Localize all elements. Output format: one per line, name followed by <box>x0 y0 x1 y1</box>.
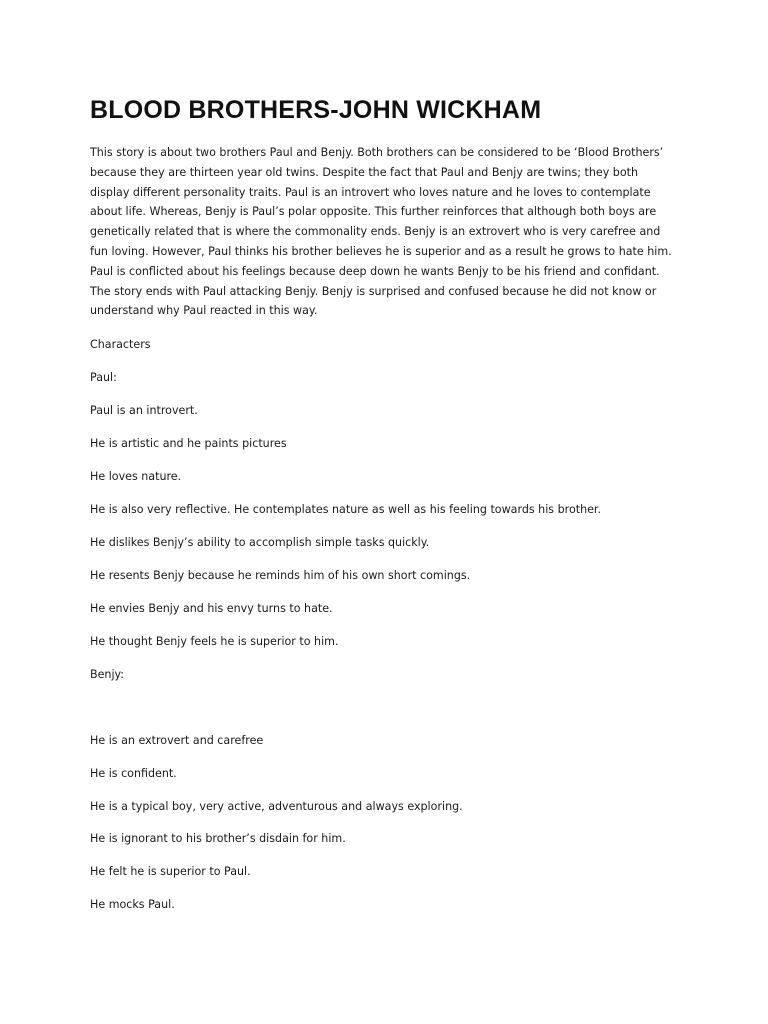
characters-heading: Characters <box>90 338 151 351</box>
paul-trait: Paul is an introvert. <box>90 404 198 417</box>
paul-trait: He is artistic and he paints pictures <box>90 437 287 450</box>
intro-line: This story is about two brothers Paul and Benjy. Both brothers can be considered to be ‘Blood Brothers’ <box>90 146 664 159</box>
intro-line: Paul is conflicted about his feelings because deep down he wants Benjy to be his friend and confidant. <box>90 264 660 278</box>
benjy-trait: He is an extrovert and carefree <box>90 734 264 747</box>
paul-trait: He thought Benjy feels he is superior to him. <box>90 635 339 648</box>
intro-line: understand why Paul reacted in this way. <box>90 304 318 318</box>
paul-trait: He envies Benjy and his envy turns to hate. <box>90 602 333 615</box>
benjy-trait: He is confident. <box>90 767 177 780</box>
paul-heading: Paul: <box>90 371 117 384</box>
intro-line: display different personality traits. Paul is an introvert who loves nature and he loves to contemplate <box>90 185 651 199</box>
paul-trait: He dislikes Benjy’s ability to accomplish simple tasks quickly. <box>90 536 430 549</box>
intro-line: genetically related that is where the commonality ends. Benjy is an extrovert who is very carefree and <box>90 225 661 239</box>
paul-trait: He is also very reflective. He contemplates nature as well as his feeling towards his brother. <box>90 503 602 516</box>
benjy-heading: Benjy: <box>90 668 125 681</box>
intro-line: fun loving. However, Paul thinks his brother believes he is superior and as a result he grows to hate him. <box>90 244 672 258</box>
paul-trait: He resents Benjy because he reminds him of his own short comings. <box>90 569 471 582</box>
benjy-trait: He is ignorant to his brother’s disdain for him. <box>90 832 346 845</box>
intro-line: about life. Whereas, Benjy is Paul’s polar opposite. This further reinforces that although both boys are <box>90 205 657 219</box>
benjy-trait: He mocks Paul. <box>90 898 175 911</box>
benjy-trait: He is a typical boy, very active, adventurous and always exploring. <box>90 800 463 813</box>
benjy-trait: He felt he is superior to Paul. <box>90 865 251 878</box>
intro-line: The story ends with Paul attacking Benjy. Benjy is surprised and confused because he did not know or <box>90 284 657 298</box>
intro-paragraph <box>90 143 680 321</box>
intro-line: because they are thirteen year old twins. Despite the fact that Paul and Benjy are twins; they both <box>90 165 639 179</box>
document-title: BLOOD BROTHERS-JOHN WICKHAM <box>90 96 542 124</box>
paul-trait: He loves nature. <box>90 470 182 483</box>
